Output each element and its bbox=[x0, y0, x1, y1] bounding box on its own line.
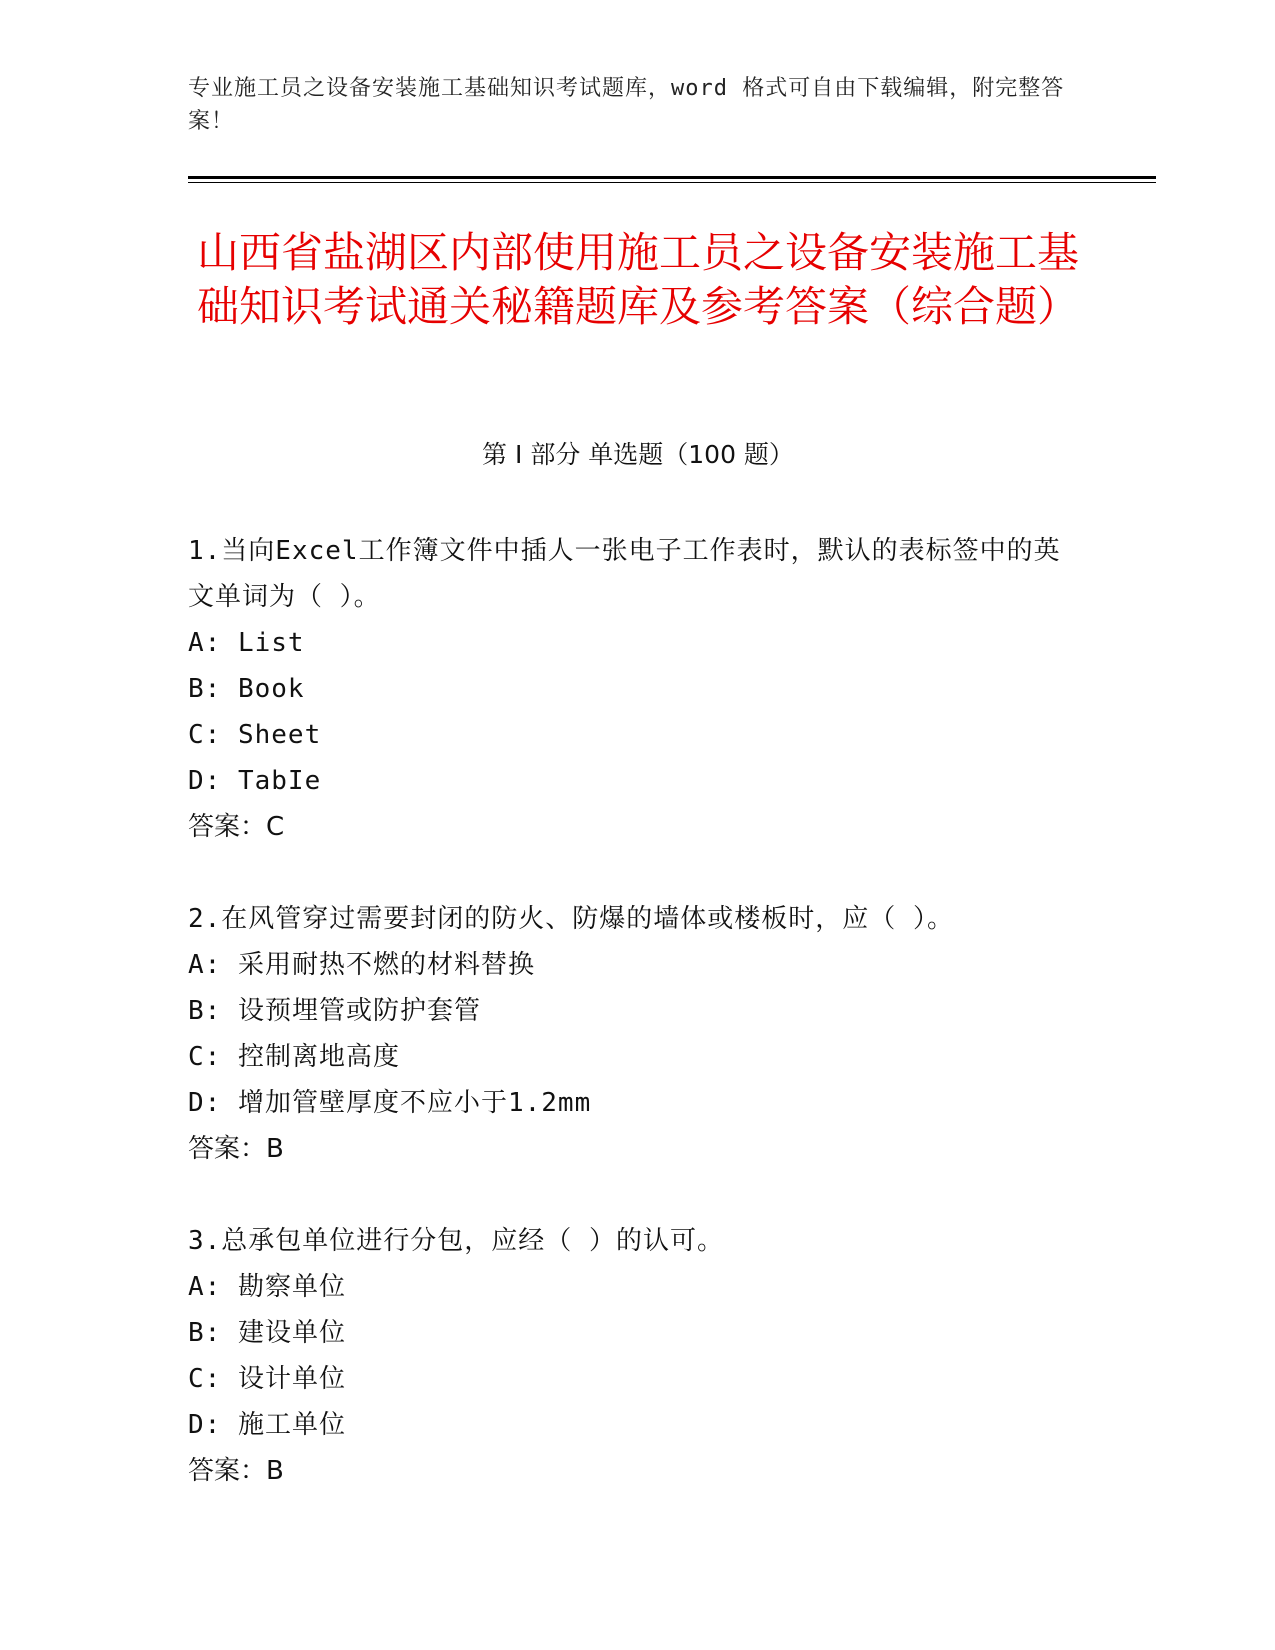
option-c: C: 设计单位 bbox=[188, 1364, 346, 1394]
option-d: D: 施工单位 bbox=[188, 1410, 346, 1440]
section-heading: 第 I 部分 单选题（100 题） bbox=[482, 440, 794, 469]
answer: 答案：B bbox=[188, 1456, 284, 1486]
option-b: B: 建设单位 bbox=[188, 1318, 346, 1348]
question-stem: 1.当向Excel工作簿文件中插人一张电子工作表时，默认的表标签中的英文单词为（ ）。 bbox=[188, 536, 1061, 612]
option-b: B: 设预埋管或防护套管 bbox=[188, 996, 481, 1026]
header-rule-thin bbox=[188, 182, 1156, 183]
option-a: A: 采用耐热不燃的材料替换 bbox=[188, 950, 535, 980]
question-stem: 2.在风管穿过需要封闭的防火、防爆的墙体或楼板时，应（ ）。 bbox=[188, 904, 954, 934]
option-c: C: Sheet bbox=[188, 720, 322, 750]
answer: 答案：C bbox=[188, 812, 285, 842]
answer: 答案：B bbox=[188, 1134, 284, 1164]
question-1 bbox=[188, 528, 1068, 850]
question-2 bbox=[188, 896, 1068, 1172]
document-title: 山西省盐湖区内部使用施工员之设备安装施工基础知识考试通关秘籍题库及参考答案（综合题） bbox=[196, 228, 1079, 331]
option-c: C: 控制离地高度 bbox=[188, 1042, 400, 1072]
header-note: 专业施工员之设备安装施工基础知识考试题库，word 格式可自由下载编辑，附完整答案！ bbox=[188, 76, 1065, 134]
question-3 bbox=[188, 1218, 1068, 1494]
option-d: D: TabIe bbox=[188, 766, 322, 796]
option-b: B: Book bbox=[188, 674, 305, 704]
option-d: D: 增加管壁厚度不应小于1.2mm bbox=[188, 1088, 592, 1118]
question-list bbox=[188, 528, 1068, 1540]
header-rule-thick bbox=[188, 176, 1156, 179]
option-a: A: List bbox=[188, 628, 305, 658]
option-a: A: 勘察单位 bbox=[188, 1272, 346, 1302]
question-stem: 3.总承包单位进行分包，应经（ ）的认可。 bbox=[188, 1226, 724, 1256]
